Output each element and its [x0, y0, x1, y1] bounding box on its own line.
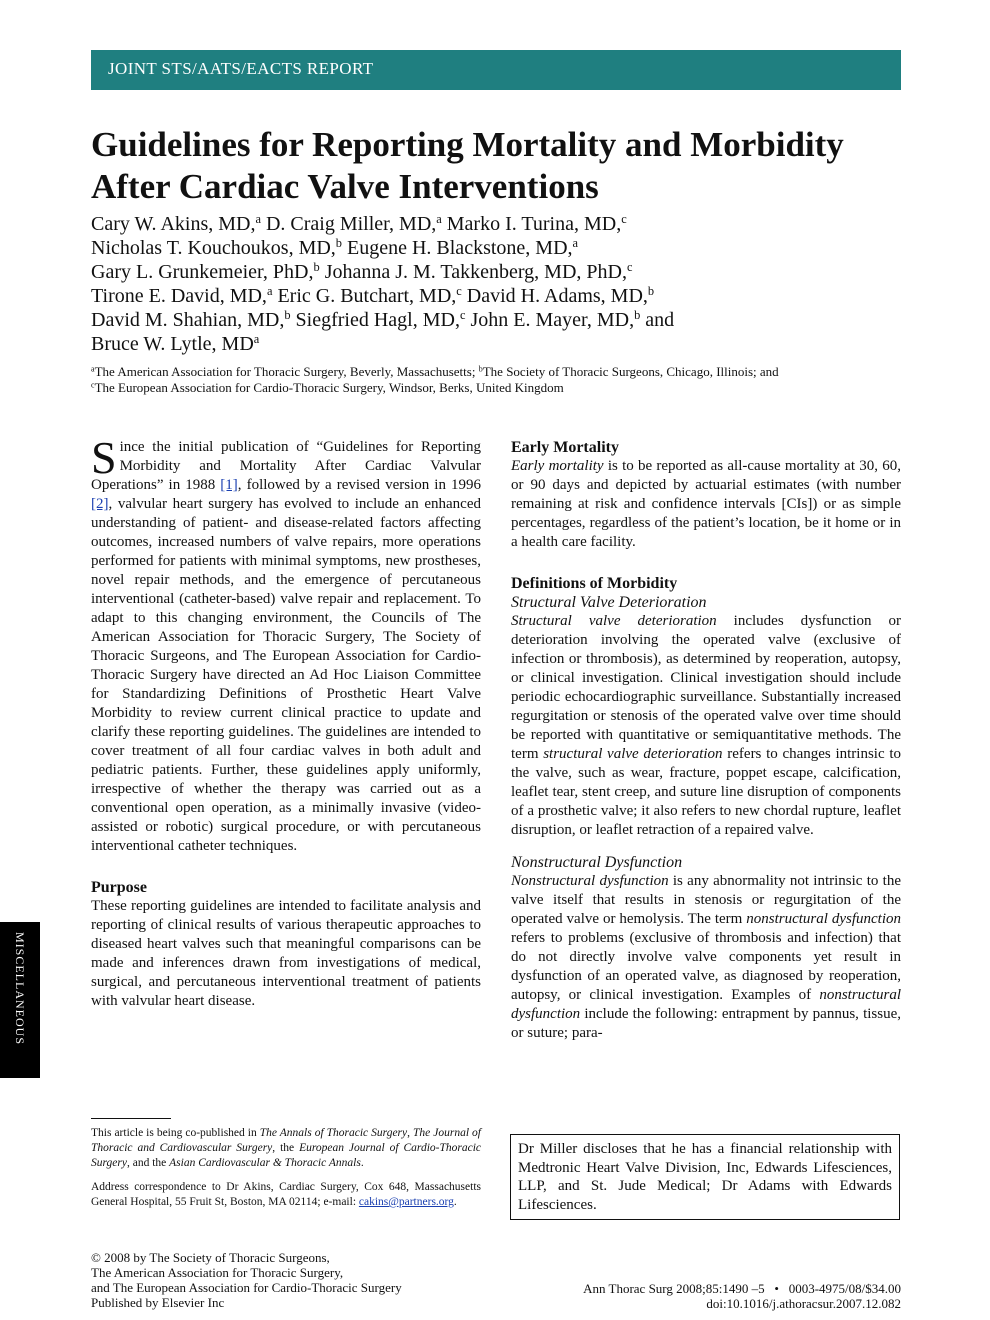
affiliation-marker: a — [436, 212, 442, 227]
author-name: Tirone E. David, MD, — [91, 285, 267, 307]
section-banner: JOINT STS/AATS/EACTS REPORT — [91, 50, 901, 90]
author-line — [91, 236, 901, 260]
affiliation-b: The Society of Thoracic Surgeons, Chicago, Illinois; and — [482, 364, 779, 379]
author-name: Siegfried Hagl, MD, — [295, 309, 460, 331]
doi: doi:10.1016/j.athoracsur.2007.12.082 — [706, 1296, 901, 1311]
author-list — [91, 212, 901, 356]
intro-paragraph: Since the initial publication of “Guidelines for Reporting Morbidity and Mortality After Cardiac Valvular Operations” in 1988 [1], followed by a revised version in 1996 [2], valvular heart surgery has evolved to include an enhanced understanding of patient- and disease-related factors affecting outcomes, increased numbers of valve repairs, more operations performed for patients with minimal symptoms, new prostheses, novel repair methods, and the emergence of percutaneous interventional (catheter-based) valve repair and replacement. To adapt to this changing environment, the Councils of The American Association for Thoracic Surgery, The Society of Thoracic Surgeons, and The European Association for Cardio-Thoracic Surgery have directed an Ad Hoc Liaison Committee for Standardizing Definitions of Prosthetic Heart Valve Morbidity to review current clinical practice to update and clarify these reporting guidelines. The guidelines are intended to cover treatment of all four cardiac valves in both adult and pediatric patients. Further, these guidelines apply uniformly, irrespective of whether the therapy was carried out as a conventional open operation, as a minimally invasive (video-assisted or robotic) surgical procedure, or with percutaneous interventional catheter techniques. — [91, 432, 482, 854]
affiliation-marker: b — [335, 236, 342, 251]
reference-link-1[interactable]: [1] — [220, 477, 238, 493]
author-name: Eric G. Butchart, MD, — [277, 285, 457, 307]
author-name: Eugene H. Blackstone, MD, — [347, 237, 573, 259]
nsd-paragraph: Nonstructural dysfunction is any abnormality not intrinsic to the valve itself that results in stenosis or regurgitation of the operated valve or hemolysis. The term nonstructural dysfunction refers to problems (exclusive of thrombosis and infection) that do not directly involve valve components yet result in dysfunction of an operated valve, as diagnosed by reoperation, autopsy, or clinical investigation. Examples of nonstructural dysfunction include the following: entrapment by pannus, tissue, or suture; para- — [511, 873, 901, 1041]
title-line-1: Guidelines for Reporting Mortality and Morbidity — [91, 125, 844, 164]
article-title — [91, 124, 901, 208]
affiliation-marker: c — [621, 212, 627, 227]
author-line — [91, 260, 901, 284]
author-name: Nicholas T. Kouchoukos, MD, — [91, 237, 336, 259]
author-name: Marko I. Turina, MD, — [446, 213, 622, 235]
correspondence-note: Address correspondence to Dr Akins, Cardiac Surgery, Cox 648, Massachusetts General Hospital, 55 Fruit St, Boston, MA 02114; e-mail: cakins@partners.org. — [91, 1181, 481, 1208]
affiliation-marker: a — [253, 332, 260, 347]
citation-info — [521, 1281, 901, 1311]
author-name: and — [645, 309, 675, 331]
journal-citation: Ann Thorac Surg 2008;85:1490 –5 — [583, 1281, 765, 1296]
early-mortality-paragraph: Early mortality is to be reported as all-cause mortality at 30, 60, or 90 days and depicted by actuarial estimates (with number remaining at risk and confidence intervals [CIs]) or as simple percentages, regardless of the patient’s location, be it home or in a health care facility. — [511, 458, 901, 550]
svd-paragraph: Structural valve deterioration includes dysfunction or deterioration involving the operated valve (exclusive of infection or thrombosis), as determined by reoperation, autopsy, or clinical investigation. Clinical investigation should include periodic echocardiographic surveillance. Substantially increased regurgitation or stenosis of the operated valve over time should be reported with quantitative or semiquantitative methods. The term structural valve deterioration refers to changes intrinsic to the valve, such as wear, fracture, poppet escape, calcification, leaflet tear, stent creep, and suture line disruption of components of a prosthetic valve; it also refers to new chordal rupture, leaflet disruption, or leaflet retraction of a repaired valve. — [511, 613, 901, 838]
author-name: Cary W. Akins, MD, — [91, 213, 256, 235]
affiliation-marker: b — [284, 308, 291, 323]
drop-cap: S — [91, 432, 117, 483]
title-line-2: After Cardiac Valve Interventions — [91, 167, 599, 206]
email-link[interactable]: cakins@partners.org — [358, 1196, 454, 1208]
author-name: John E. Mayer, MD, — [470, 309, 635, 331]
disclosure-box: Dr Miller discloses that he has a financial relationship with Medtronic Heart Valve Division, Inc, Edwards Lifesciences, LLP, and St. Jude Medical; Dr Adams with Edwards Lifesciences. — [510, 1134, 900, 1220]
copyright-notice: © 2008 by The Society of Thoracic Surgeons, The American Association for Thoracic Surgery, and The European Association for Cardio-Thoracic Surgery Published by Elsevier Inc — [91, 1250, 402, 1310]
affiliation-marker: b — [647, 284, 655, 299]
purpose-paragraph: These reporting guidelines are intended to facilitate analysis and reporting of clinical results of various therapeutic approaches to diseased heart valves such that meaningful comparisons can be made and inferences drawn from investigations of medical, surgical, and percutaneous interventional treatment of patients with valvular heart disease. — [91, 898, 481, 1009]
affiliations: $^a$The American Association for Thoracic Surgery, Beverly, Massachusetts; $^b$The Society of Thoracic Surgeons, Chicago, Illinois; and $^c$The European Association for Cardio-Thoracic Surgery, Windsor, Berks, United Kingdom — [91, 364, 779, 395]
author-line — [91, 308, 901, 332]
author-name: Bruce W. Lytle, MD — [91, 333, 254, 355]
section-side-tab: MISCELLANEOUS — [0, 922, 40, 1078]
nsd-heading: Nonstructural Dysfunction — [511, 854, 683, 871]
affiliation-marker: b — [313, 260, 320, 275]
affiliation-marker: a — [255, 212, 261, 227]
early-mortality-heading: Early Mortality — [511, 439, 619, 456]
right-column — [511, 438, 901, 1043]
affiliation-marker: a — [266, 284, 273, 299]
reference-link-2[interactable]: [2] — [91, 496, 109, 512]
svd-heading: Structural Valve Deterioration — [511, 594, 707, 611]
affiliation-marker: b — [634, 308, 641, 323]
bullet-separator: • — [774, 1281, 779, 1296]
affiliation-a: The American Association for Thoracic Surgery, Beverly, Massachusetts; — [94, 364, 476, 379]
author-name: Johanna J. M. Takkenberg, MD, PhD, — [324, 261, 627, 283]
author-name: David M. Shahian, MD, — [91, 309, 285, 331]
purpose-heading: Purpose — [91, 879, 147, 896]
author-name: Gary L. Grunkemeier, PhD, — [91, 261, 314, 283]
author-name: David H. Adams, MD, — [466, 285, 648, 307]
author-line — [91, 332, 901, 356]
author-line — [91, 284, 901, 308]
footnote-divider — [91, 1118, 171, 1119]
author-line — [91, 212, 901, 236]
affiliation-marker: c — [456, 284, 462, 299]
affiliation-marker: c — [626, 260, 633, 275]
affiliation-marker: a — [572, 236, 579, 251]
issn-price: 0003-4975/08/$34.00 — [788, 1281, 901, 1296]
left-column — [91, 432, 482, 1011]
affiliation-c: The European Association for Cardio-Thoracic Surgery, Windsor, Berks, United Kingdom — [94, 380, 564, 395]
author-name: D. Craig Miller, MD, — [265, 213, 437, 235]
copublication-note: This article is being co-published in The Annals of Thoracic Surgery, The Journal of Thoracic and Cardiovascular Surgery, the European Journal of Cardio-Thoracic Surgery, and the Asian Cardiovascular & Thoracic Annals. — [91, 1127, 481, 1169]
affiliation-marker: c — [459, 308, 466, 323]
morbidity-heading: Definitions of Morbidity — [511, 575, 678, 592]
